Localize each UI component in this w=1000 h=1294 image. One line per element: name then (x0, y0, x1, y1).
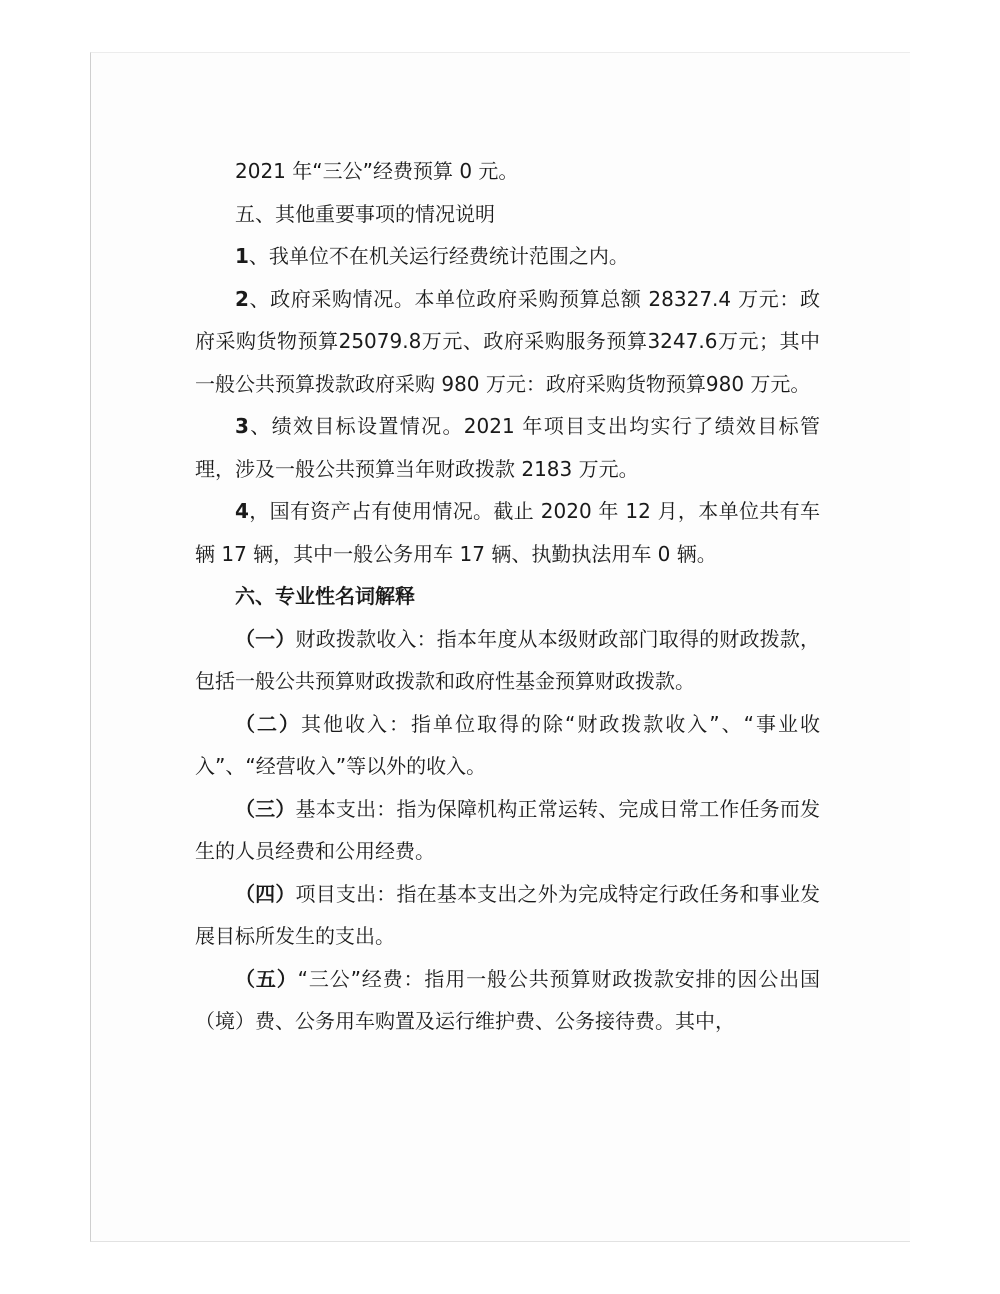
paragraph-text: 、绩效目标设置情况。2021 年项目支出均实行了绩效目标管理，涉及一般公共预算当年财政拨款 2183 万元。 (195, 414, 820, 481)
section-heading-terms (195, 575, 820, 618)
paragraph-text: 其他收入：指单位取得的除“财政拨款收入”、“事业收入”、“经营收入”等以外的收入。 (195, 711, 821, 778)
paragraph-text: ，国有资产占有使用情况。截止 2020 年 12 月，本单位共有车辆 17 辆，其中一般公务用车 17 辆、执勤执法用车 0 辆。 (195, 499, 820, 566)
paragraph-text: 项目支出：指在基本支出之外为完成特定行政任务和事业发展目标所发生的支出。 (195, 881, 821, 948)
paragraph-three-public-budget (195, 150, 820, 193)
paragraph-text: 五、其他重要事项的情况说明 (235, 201, 495, 226)
paragraph-text: 六、专业性名词解释 (235, 584, 415, 608)
term-number: （四） (235, 881, 296, 906)
paragraph-term-2 (195, 703, 820, 788)
paragraph-item-4 (195, 490, 820, 575)
item-number: 4 (235, 499, 249, 523)
paragraph-term-3 (195, 788, 820, 873)
paragraph-text: 、政府采购情况。本单位政府采购预算总额 28327.4 万元：政府采购货物预算25079.8万元、政府采购服务预算3247.6万元；其中一般公共预算拨款政府采购 980 万元：政府采购货物预算980 万元。 (195, 286, 820, 396)
paragraph-item-2 (195, 278, 820, 406)
item-number: 1 (235, 244, 249, 268)
paragraph-text: 、我单位不在机关运行经费统计范围之内。 (248, 244, 629, 268)
paragraph-item-3 (195, 405, 820, 490)
paragraph-term-5 (195, 958, 820, 1043)
term-number: （二） (235, 711, 301, 736)
section-heading-other-matters (195, 193, 820, 236)
term-number: （五） (235, 966, 298, 991)
paragraph-term-1 (195, 618, 820, 703)
paragraph-text: 2021 年“三公”经费预算 0 元。 (235, 159, 519, 183)
paragraph-text: 财政拨款收入：指本年度从本级财政部门取得的财政拨款，包括一般公共预算财政拨款和政府性基金预算财政拨款。 (195, 626, 821, 693)
term-number: （一） (235, 626, 296, 651)
document-body (195, 150, 820, 1043)
paragraph-text: 基本支出：指为保障机构正常运转、完成日常工作任务而发生的人员经费和公用经费。 (195, 796, 821, 863)
paragraph-term-4 (195, 873, 820, 958)
item-number: 3 (235, 414, 249, 438)
item-number: 2 (235, 286, 249, 311)
term-number: （三） (235, 796, 296, 821)
paragraph-item-1 (195, 235, 820, 278)
paragraph-text: “三公”经费：指用一般公共预算财政拨款安排的因公出国（境）费、公务用车购置及运行维护费、公务接待费。其中， (195, 966, 820, 1033)
